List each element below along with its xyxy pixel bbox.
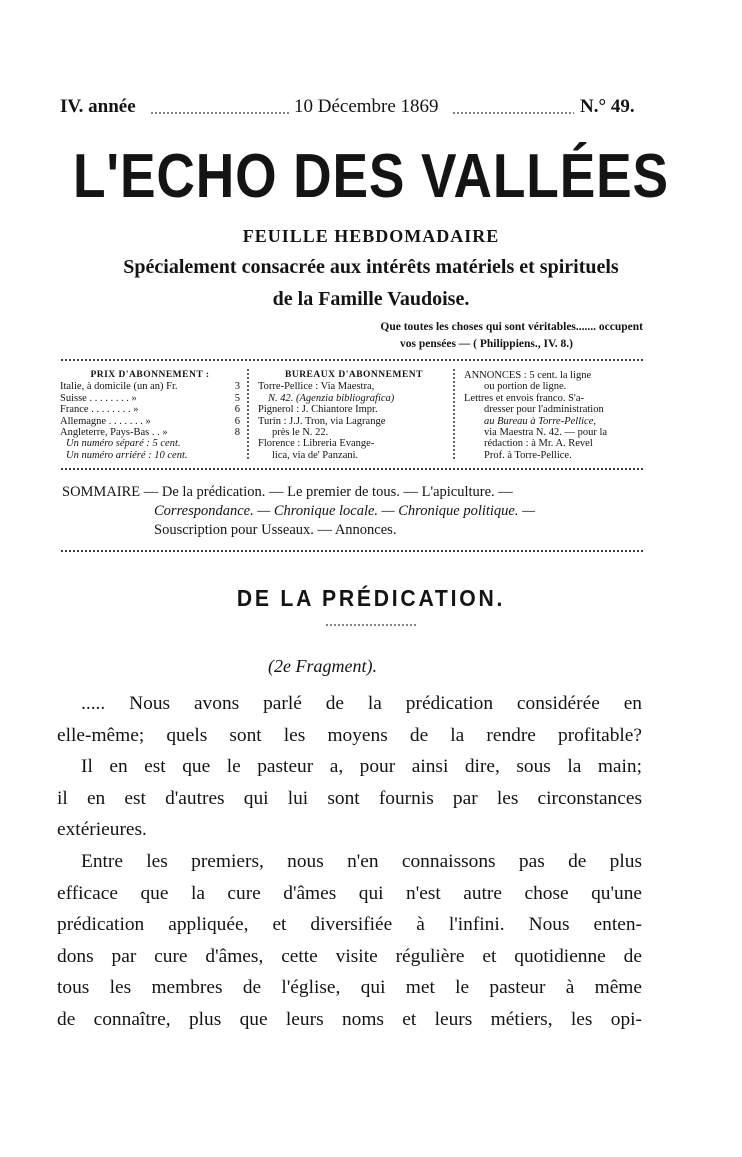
annonces-line: ou portion de ligne. <box>484 381 567 393</box>
sommaire-line-2: Correspondance. — Chronique locale. — Chronique politique. — <box>154 503 536 519</box>
rule-top-info <box>60 357 644 363</box>
column-divider <box>452 368 456 460</box>
price-row: Angleterre, Pays-Bas . . » 8 <box>60 427 240 439</box>
article-line: Il en est que le pasteur a, pour ainsi dire, sous la main; <box>81 756 642 778</box>
rule-after-sommaire <box>60 548 644 554</box>
annonces-line: Prof. à Torre-Pellice. <box>484 449 572 461</box>
article-line: elle-même; quels sont les moyens de la rendre profitable? <box>57 724 642 746</box>
article-line: tous les membres de l'église, qui met le pasteur à même <box>57 977 642 999</box>
bureaux-line: Torre-Pellice : Via Maestra, <box>258 381 375 393</box>
article-line: efficace que la cure d'âmes qui n'est autre chose qu'une <box>57 882 642 904</box>
volume-label: IV. année <box>60 96 136 117</box>
column-divider <box>246 368 250 460</box>
prices-heading: PRIX D'ABONNEMENT : <box>90 370 210 380</box>
bureaux-line: Pignerol : J. Chiantore Impr. <box>258 404 378 416</box>
bureaux-line: N. 42. (Agenzia bibliografica) <box>268 392 395 404</box>
bureaux-column <box>258 370 450 461</box>
article-line: extérieures. <box>57 819 147 841</box>
sommaire-line-3: Souscription pour Usseaux. — Annonces. <box>154 522 397 538</box>
prices-column <box>60 370 240 461</box>
annonces-line: ANNONCES : 5 cent. la ligne <box>464 370 592 381</box>
price-row: France . . . . . . . . » 6 <box>60 404 240 416</box>
bureaux-line: près le N. 22. <box>272 427 329 439</box>
article-line: il en est d'autres qui lui sont fournis par les circonstances <box>57 787 642 809</box>
title-flourish <box>325 622 417 628</box>
article-line: Entre les premiers, nous n'en connaissons pas de plus <box>81 850 642 872</box>
article-line: ..... Nous avons parlé de la prédication considérée en <box>81 693 642 714</box>
annonces-line: au Bureau à Torre-Pellice, <box>484 415 596 427</box>
sommaire-line-1: SOMMAIRE — De la prédication. — Le premier de tous. — L'apiculture. — <box>62 484 513 500</box>
bureaux-line: lica, via de' Panzani. <box>272 449 359 461</box>
price-row: Italie, à domicile (un an) Fr. 3 <box>60 381 240 393</box>
issue-date: 10 Décembre 1869 <box>294 96 439 117</box>
tagline-line-2: de la Famille Vaudoise. <box>272 288 470 310</box>
annonces-column <box>464 370 646 461</box>
newspaper-subtitle: FEUILLE HEBDOMADAIRE <box>242 226 500 246</box>
annonces-line: dresser pour l'administration <box>484 404 604 416</box>
rule-bottom-info <box>60 466 644 472</box>
article-line: de connaître, plus que leurs noms et leurs métiers, les opi- <box>57 1008 642 1030</box>
header-rule-right <box>452 110 574 116</box>
article-title: DE LA PRÉDICATION. <box>236 585 506 611</box>
annonces-line: via Maestra N. 42. — pour la <box>484 427 608 439</box>
bureaux-line: Florence : Libreria Evange- <box>258 438 375 450</box>
header-rule-left <box>150 110 290 116</box>
annonces-line: rédaction : à Mr. A. Revel <box>484 438 593 450</box>
newspaper-title: L'ECHO DES VALLÉES <box>72 142 669 211</box>
fragment-label: (2e Fragment). <box>268 656 377 676</box>
price-row: Suisse . . . . . . . . » 5 <box>60 392 240 404</box>
bureaux-heading: BUREAUX D'ABONNEMENT <box>285 370 423 380</box>
article-body <box>57 688 642 1036</box>
price-row: Allemagne . . . . . . . » 6 <box>60 415 240 427</box>
price-note-separate: Un numéro séparé : 5 cent. <box>66 438 181 450</box>
epigraph <box>298 319 643 353</box>
issue-number: N.° 49. <box>580 96 635 117</box>
epigraph-line-2: vos pensées — ( Philippiens., IV. 8.) <box>400 338 573 350</box>
annonces-line: Lettres et envois franco. S'a- <box>464 392 584 404</box>
article-line: dons par cure d'âmes, cette visite régulière et quotidienne de <box>57 945 642 967</box>
epigraph-line-1: Que toutes les choses qui sont véritables....... occupent <box>380 321 643 333</box>
bureaux-line: Turin : J.J. Tron, via Lagrange <box>258 415 386 427</box>
article-line: prédication appliquée, et diversifiée à l'infini. Nous enten- <box>57 914 642 936</box>
sommaire <box>62 483 652 540</box>
price-note-back-issue: Un numéro arriéré : 10 cent. <box>66 449 188 461</box>
tagline-line-1: Spécialement consacrée aux intérêts matériels et spirituels <box>123 256 619 278</box>
